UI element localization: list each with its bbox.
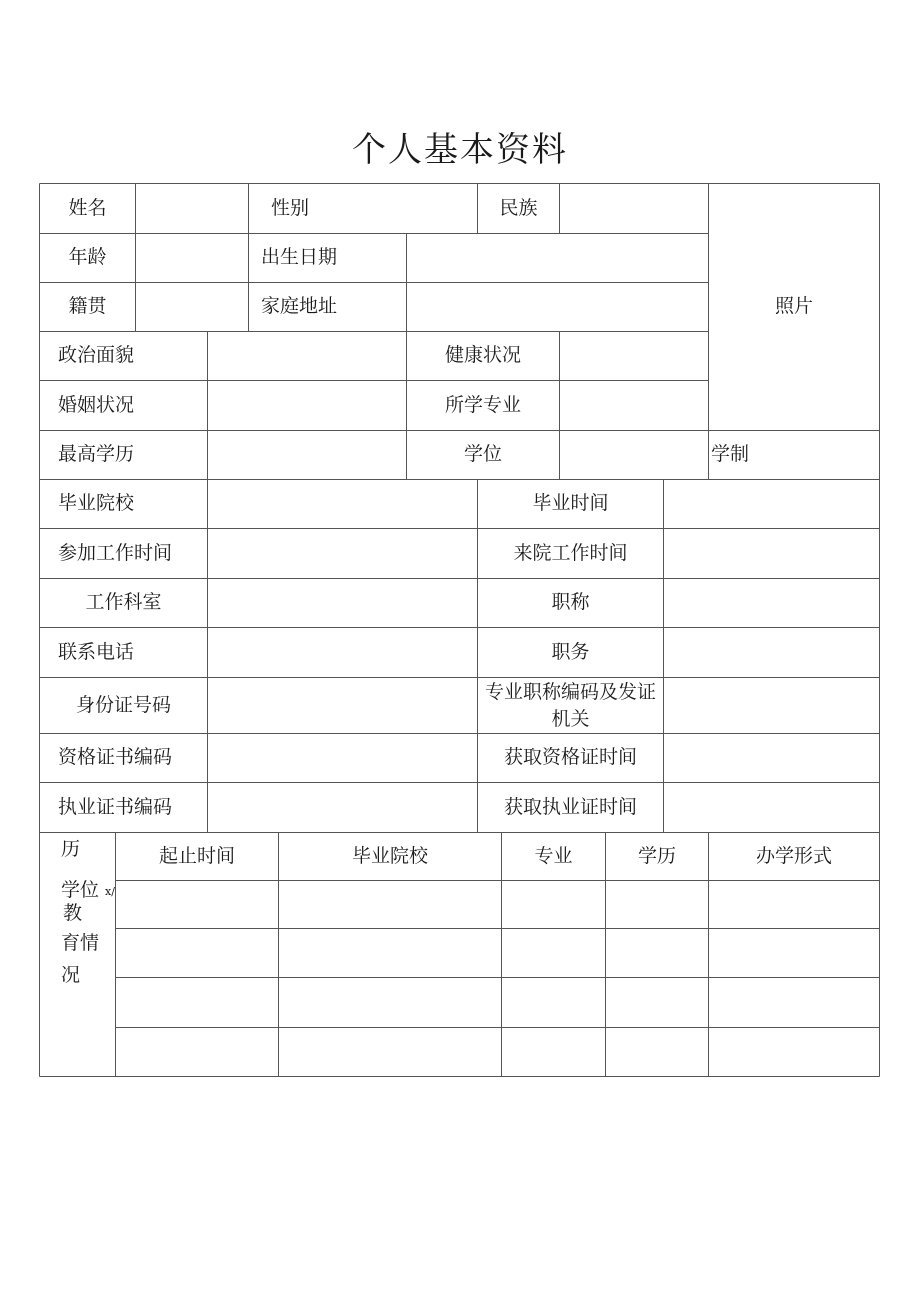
- edu-cell-period[interactable]: [116, 978, 278, 1027]
- work-start-time-label: 参加工作时间: [58, 541, 173, 564]
- title-cert-number-field[interactable]: [664, 678, 879, 733]
- graduation-time-label: 毕业时间: [532, 492, 609, 515]
- edu-cell-period[interactable]: [116, 881, 278, 928]
- highest-education-label: 最高学历: [58, 443, 135, 466]
- edu-cell-mode[interactable]: [709, 929, 879, 977]
- practice-cert-number-field[interactable]: [208, 783, 477, 832]
- edu-col-level: 学历: [637, 844, 676, 867]
- edu-cell-mode[interactable]: [709, 881, 879, 928]
- edu-col-major: 专业: [534, 844, 573, 867]
- practice-cert-time-field[interactable]: [664, 783, 879, 832]
- edu-cell-level[interactable]: [606, 929, 708, 977]
- edu-cell-level[interactable]: [606, 1028, 708, 1076]
- join-hospital-time-field[interactable]: [664, 529, 879, 578]
- graduation-time-field[interactable]: [664, 480, 879, 528]
- native-place-label: 籍贯: [68, 295, 107, 318]
- birth-date-label: 出生日期: [261, 246, 338, 269]
- edu-cell-school[interactable]: [279, 1028, 501, 1076]
- position-field[interactable]: [664, 628, 879, 677]
- marital-status-label: 婚姻状况: [58, 393, 135, 416]
- highest-education-field[interactable]: [208, 431, 406, 479]
- practice-cert-time-label: 获取执业证时间: [503, 795, 637, 818]
- major-studied-label: 所学专业: [444, 393, 521, 416]
- home-address-label: 家庭地址: [261, 295, 338, 318]
- title-cert-number-label-line1: 专业职称编码及发证: [484, 680, 656, 703]
- native-place-field[interactable]: [136, 283, 248, 331]
- education-side-mark: x/: [105, 885, 115, 898]
- edu-cell-mode[interactable]: [709, 978, 879, 1027]
- join-hospital-time-label: 来院工作时间: [513, 541, 628, 564]
- health-status-field[interactable]: [560, 332, 708, 380]
- edu-cell-period[interactable]: [116, 929, 278, 977]
- health-status-label: 健康状况: [444, 344, 521, 367]
- edu-cell-major[interactable]: [502, 929, 605, 977]
- edu-cell-school[interactable]: [279, 978, 501, 1027]
- id-number-field[interactable]: [208, 678, 477, 733]
- education-side-label-2: 学位: [61, 879, 100, 901]
- department-field[interactable]: [208, 579, 477, 627]
- education-side-label-4: 育情: [61, 932, 100, 954]
- edu-cell-level[interactable]: [606, 881, 708, 928]
- edu-col-school: 毕业院校: [351, 844, 428, 867]
- edu-cell-major[interactable]: [502, 881, 605, 928]
- marital-status-field[interactable]: [208, 381, 406, 430]
- political-status-label: 政治面貌: [58, 344, 135, 367]
- phone-label: 联系电话: [58, 640, 135, 663]
- ethnicity-field[interactable]: [560, 184, 708, 233]
- edu-cell-mode[interactable]: [709, 1028, 879, 1076]
- edu-cell-level[interactable]: [606, 978, 708, 1027]
- photo-box[interactable]: 照片: [774, 295, 813, 318]
- qualification-cert-number-label: 资格证书编码: [58, 746, 173, 769]
- title-cert-number-label: [478, 678, 663, 733]
- edu-col-mode: 办学形式: [755, 844, 832, 867]
- qualification-cert-time-label: 获取资格证时间: [503, 746, 637, 769]
- page-title: 个人基本资料: [352, 130, 568, 170]
- age-label: 年龄: [68, 246, 107, 269]
- degree-field[interactable]: [560, 431, 708, 479]
- education-side-label: [40, 833, 115, 1076]
- edu-col-period: 起止时间: [158, 844, 235, 867]
- gender-label: 性别: [271, 196, 310, 219]
- edu-cell-major[interactable]: [502, 978, 605, 1027]
- education-side-label-1: 历: [61, 838, 81, 860]
- home-address-field[interactable]: [407, 283, 708, 331]
- degree-label: 学位: [463, 443, 502, 466]
- birth-date-field[interactable]: [407, 234, 708, 282]
- phone-field[interactable]: [208, 628, 477, 677]
- position-label: 职务: [551, 640, 590, 663]
- department-label: 工作科室: [85, 591, 162, 614]
- education-side-label-5: 况: [61, 964, 81, 986]
- work-start-time-field[interactable]: [208, 529, 477, 578]
- edu-cell-major[interactable]: [502, 1028, 605, 1076]
- edu-cell-school[interactable]: [279, 881, 501, 928]
- graduated-school-field[interactable]: [208, 480, 477, 528]
- major-studied-field[interactable]: [560, 381, 708, 430]
- professional-title-field[interactable]: [664, 579, 879, 627]
- edu-cell-school[interactable]: [279, 929, 501, 977]
- age-field[interactable]: [136, 234, 248, 282]
- study-length-label: 学制: [711, 443, 750, 466]
- practice-cert-number-label: 执业证书编码: [58, 795, 173, 818]
- edu-cell-period[interactable]: [116, 1028, 278, 1076]
- political-status-field[interactable]: [208, 332, 406, 380]
- name-label: 姓名: [68, 196, 107, 219]
- professional-title-label: 职称: [551, 591, 590, 614]
- name-field[interactable]: [136, 184, 248, 233]
- qualification-cert-number-field[interactable]: [208, 734, 477, 782]
- qualification-cert-time-field[interactable]: [664, 734, 879, 782]
- id-number-label: 身份证号码: [75, 693, 171, 716]
- ethnicity-label: 民族: [499, 196, 538, 219]
- education-side-label-3: 教: [63, 902, 83, 924]
- title-cert-number-label-line2: 机关: [551, 707, 590, 730]
- graduated-school-label: 毕业院校: [58, 492, 135, 515]
